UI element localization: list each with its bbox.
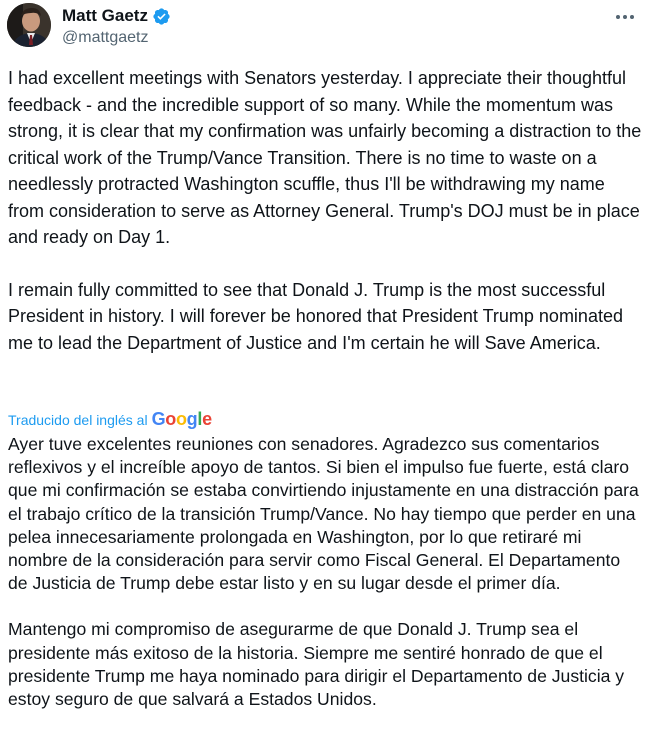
tweet-text [8, 65, 644, 356]
translated-text [8, 433, 644, 711]
translated-paragraph: Mantengo mi compromiso de asegurarme de que Donald J. Trump sea el presidente más exitoso de la historia. Siempre me sentiré honrado de que el presidente Trump me haya nominado para dirigir el Departamento de Justicia y estoy seguro de que salvará a Estados Unidos. [8, 619, 625, 710]
translation-attribution[interactable] [8, 409, 212, 430]
translation-label: Traducido del inglés al [8, 411, 148, 428]
tweet-paragraph: I had excellent meetings with Senators yesterday. I appreciate their thoughtful feedback - and the incredible support of so many. While the momentum was strong, it is clear that my confirmation was unfairly becoming a distraction to the critical work of the Trump/Vance Transition. There is no time to waste on a needlessly protracted Washington scuffle, thus I'll be withdrawing my name from consideration to serve as Attorney General. Trump's DOJ must be in place and ready on Day 1. [8, 68, 642, 247]
tweet-header [7, 3, 643, 49]
tweet-paragraph: I remain fully committed to see that Donald J. Trump is the most successful President in history. I will forever be honored that President Trump nominated me to lead the Department of Justice and I'm certain he will Save America. [8, 279, 623, 353]
translated-paragraph: Ayer tuve excelentes reuniones con senadores. Agradezco sus comentarios reflexivos y el increíble apoyo de tantos. Si bien el impulso fue fuerte, está claro que mi confirmación se estaba convirtiendo injustamente en una distracción para el trabajo crítico de la transición Trump/Vance. No hay tiempo que perder en una pelea innecesariamente prolongada en Washington, por lo que retiraré mi nombre de la consideración para servir como Fiscal General. El Departamento de Justicia de Trump debe estar listo y en su lugar desde el primer día. [8, 434, 639, 594]
author-name-row [62, 6, 171, 26]
more-options-icon[interactable] [611, 7, 639, 27]
author-display-name[interactable]: Matt Gaetz [62, 6, 148, 25]
author-handle[interactable]: @mattgaetz [62, 29, 149, 46]
google-logo: Google [151, 409, 212, 429]
verified-badge-icon [152, 7, 171, 26]
avatar[interactable] [7, 3, 51, 47]
